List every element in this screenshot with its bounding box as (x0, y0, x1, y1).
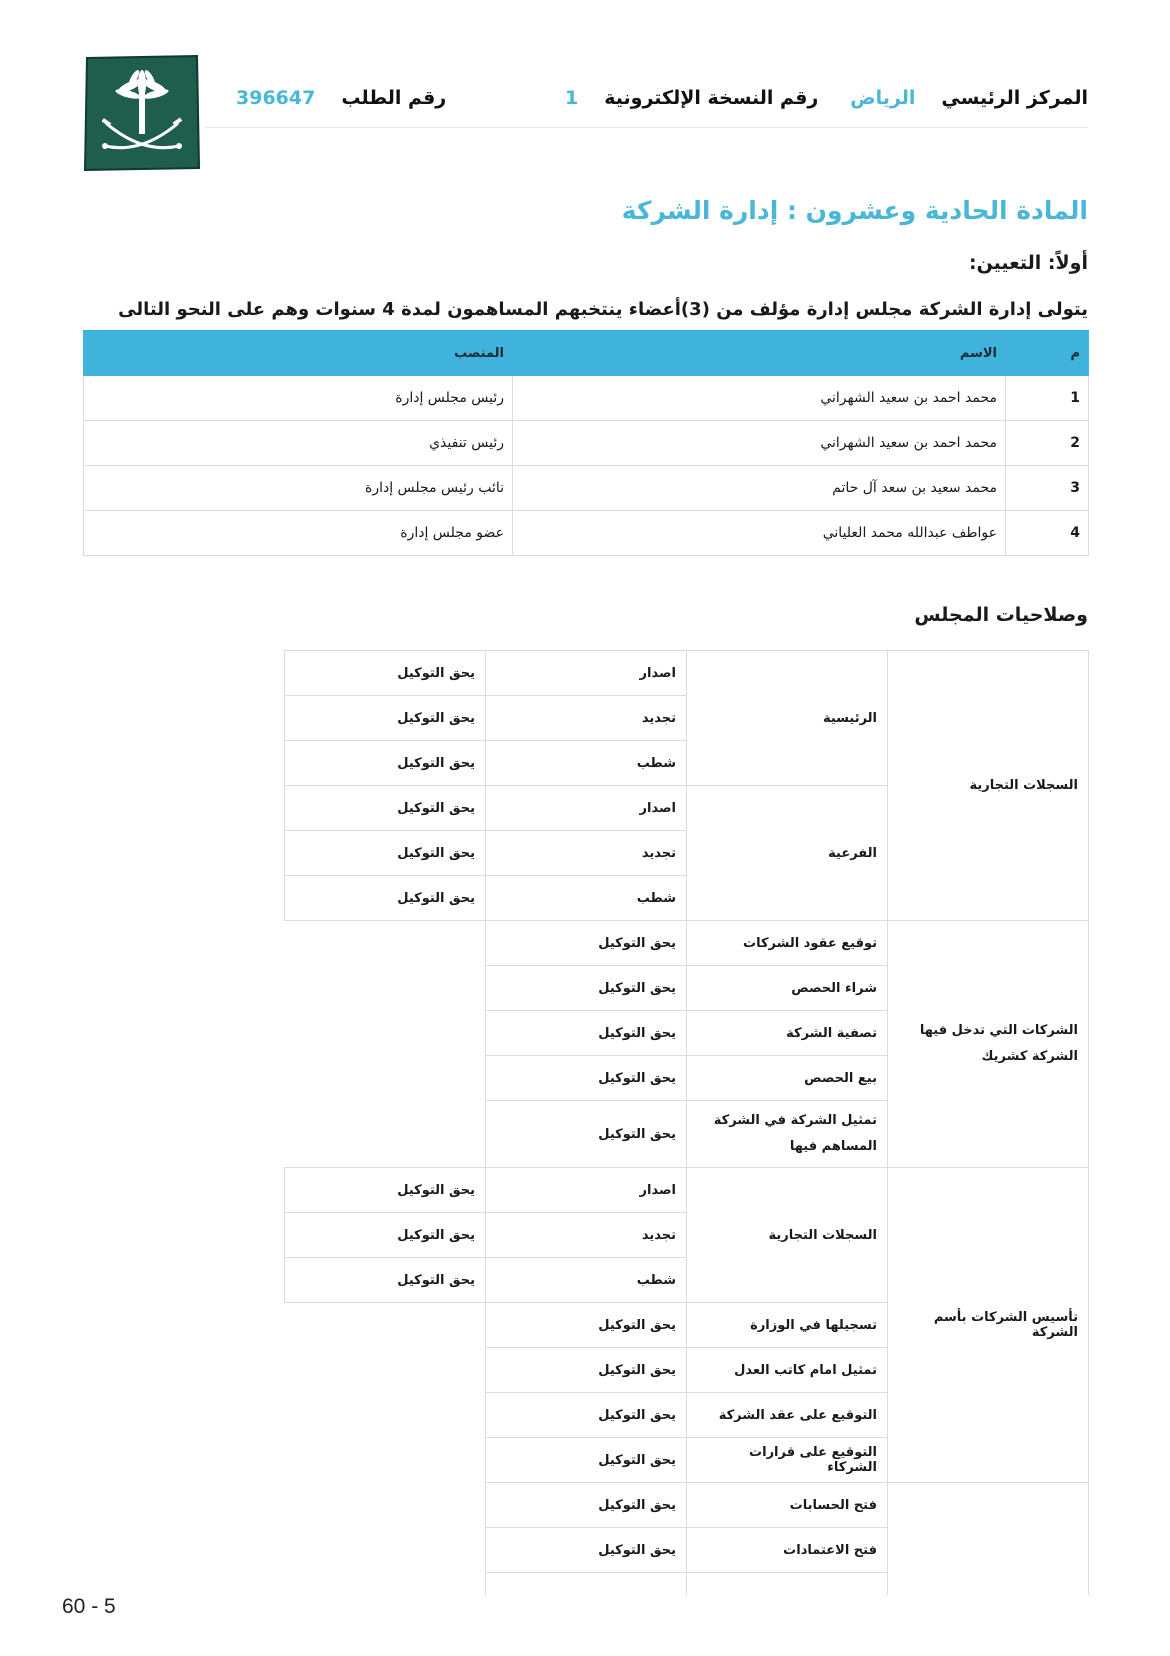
header-main-center (850, 80, 1088, 116)
power-action: تجديد (486, 696, 687, 741)
table-row (285, 1168, 1089, 1213)
table-row (285, 1483, 1089, 1528)
power-subcategory: تمثيل امام كاتب العدل (687, 1348, 888, 1393)
power-subcategory: تسجيلها في الوزارة (687, 1303, 888, 1348)
empty-cell (285, 1528, 486, 1573)
power-action: تجديد (486, 1213, 687, 1258)
table-row (84, 376, 1089, 421)
powers-title: وصلاحيات المجلس (914, 604, 1088, 626)
power-action: شطب (486, 876, 687, 921)
delegation-right: يحق التوكيل (486, 1393, 687, 1438)
power-subcategory: تمثيل الشركة في الشركة المساهم فيها (687, 1101, 888, 1168)
power-action: اصدار (486, 786, 687, 831)
header-version (565, 80, 818, 116)
delegation-right: يحق التوكيل (285, 741, 486, 786)
article-title: المادة الحادية وعشرون : إدارة الشركة (621, 196, 1088, 225)
header-request (236, 80, 446, 116)
power-action: تجديد (486, 831, 687, 876)
delegation-right: يحق التوكيل (486, 1528, 687, 1573)
header-position: المنصب (84, 331, 513, 376)
member-number: 1 (1006, 376, 1089, 421)
table-row (285, 651, 1089, 696)
empty-cell (285, 1438, 486, 1483)
delegation-right: يحق التوكيل (486, 1011, 687, 1056)
board-members-table (83, 330, 1089, 556)
member-position: عضو مجلس إدارة (84, 511, 513, 556)
table-row (84, 511, 1089, 556)
empty-cell (888, 1483, 1089, 1596)
version-value: 1 (565, 87, 579, 109)
power-subcategory: فتح الحسابات (687, 1483, 888, 1528)
power-subcategory: فتح الاعتمادات (687, 1528, 888, 1573)
header-divider (205, 127, 1088, 128)
member-name: عواطف عبدالله محمد العلياني (513, 511, 1006, 556)
empty-cell (285, 1348, 486, 1393)
table-row (84, 466, 1089, 511)
member-number: 3 (1006, 466, 1089, 511)
power-subcategory: تصفية الشركة (687, 1011, 888, 1056)
power-action: شطب (486, 741, 687, 786)
delegation-right: يحق التوكيل (285, 651, 486, 696)
delegation-right: يحق التوكيل (486, 1056, 687, 1101)
page-number: 60 - 5 (62, 1595, 116, 1618)
power-subcategory: الرئيسية (687, 651, 888, 786)
member-number: 4 (1006, 511, 1089, 556)
header-name: الاسم (513, 331, 1006, 376)
member-name: محمد احمد بن سعيد الشهراني (513, 421, 1006, 466)
member-position: نائب رئيس مجلس إدارة (84, 466, 513, 511)
empty-cell (285, 966, 486, 1011)
delegation-right: يحق التوكيل (285, 696, 486, 741)
member-number: 2 (1006, 421, 1089, 466)
request-value: 396647 (236, 87, 316, 109)
empty-cell (285, 1056, 486, 1101)
power-subcategory: التوقيع على عقد الشركة (687, 1393, 888, 1438)
delegation-right: يحق التوكيل (486, 1483, 687, 1528)
member-name: محمد سعيد بن سعد آل حاتم (513, 466, 1006, 511)
power-action: اصدار (486, 651, 687, 696)
main-center-label: المركز الرئيسي (941, 87, 1088, 109)
empty-cell (285, 1303, 486, 1348)
board-table-header (84, 331, 1089, 376)
power-subcategory: الفرعية (687, 786, 888, 921)
table-row (84, 421, 1089, 466)
delegation-right: يحق التوكيل (486, 1348, 687, 1393)
power-category: الشركات التي تدخل فيها الشركة كشريك (888, 921, 1089, 1168)
power-subcategory: التوقيع على قرارات الشركاء (687, 1438, 888, 1483)
table-row (285, 921, 1089, 966)
board-powers-table (284, 650, 1089, 1595)
delegation-right: يحق التوكيل (285, 1213, 486, 1258)
header-index: م (1006, 331, 1089, 376)
power-subcategory: السجلات التجارية (687, 1168, 888, 1303)
request-label: رقم الطلب (341, 87, 447, 109)
delegation-right: يحق التوكيل (486, 1303, 687, 1348)
delegation-right: يحق التوكيل (486, 921, 687, 966)
delegation-right: يحق التوكيل (486, 966, 687, 1011)
power-action: اصدار (486, 1168, 687, 1213)
member-position: رئيس تنفيذي (84, 421, 513, 466)
empty-cell (285, 1483, 486, 1528)
empty-cell (285, 921, 486, 966)
empty-cell (285, 1011, 486, 1056)
intro-paragraph: يتولى إدارة الشركة مجلس إدارة مؤلف من (3)أعضاء ينتخبهم المساهمون لمدة 4 سنوات وهم على النحو التالى (118, 299, 1088, 320)
member-position: رئيس مجلس إدارة (84, 376, 513, 421)
delegation-right: يحق التوكيل (285, 1258, 486, 1303)
power-action: شطب (486, 1258, 687, 1303)
member-name: محمد احمد بن سعيد الشهراني (513, 376, 1006, 421)
power-subcategory: بيع الحصص (687, 1056, 888, 1101)
power-subcategory: شراء الحصص (687, 966, 888, 1011)
empty-cell (687, 1573, 888, 1596)
delegation-right: يحق التوكيل (285, 1168, 486, 1213)
empty-cell (285, 1101, 486, 1168)
power-subcategory: توقيع عقود الشركات (687, 921, 888, 966)
power-category: السجلات التجارية (888, 651, 1089, 921)
empty-cell (486, 1573, 687, 1596)
delegation-right: يحق التوكيل (285, 786, 486, 831)
empty-cell (285, 1393, 486, 1438)
power-category: تأسيس الشركات بأسم الشركة (888, 1168, 1089, 1483)
main-center-value: الرياض (850, 87, 916, 109)
section-subtitle: أولاً: التعيين: (968, 252, 1088, 274)
delegation-right: يحق التوكيل (285, 831, 486, 876)
delegation-right: يحق التوكيل (486, 1438, 687, 1483)
saudi-emblem-logo (83, 54, 201, 172)
delegation-right: يحق التوكيل (486, 1101, 687, 1168)
empty-cell (285, 1573, 486, 1596)
delegation-right: يحق التوكيل (285, 876, 486, 921)
version-label: رقم النسخة الإلكترونية (604, 87, 819, 109)
